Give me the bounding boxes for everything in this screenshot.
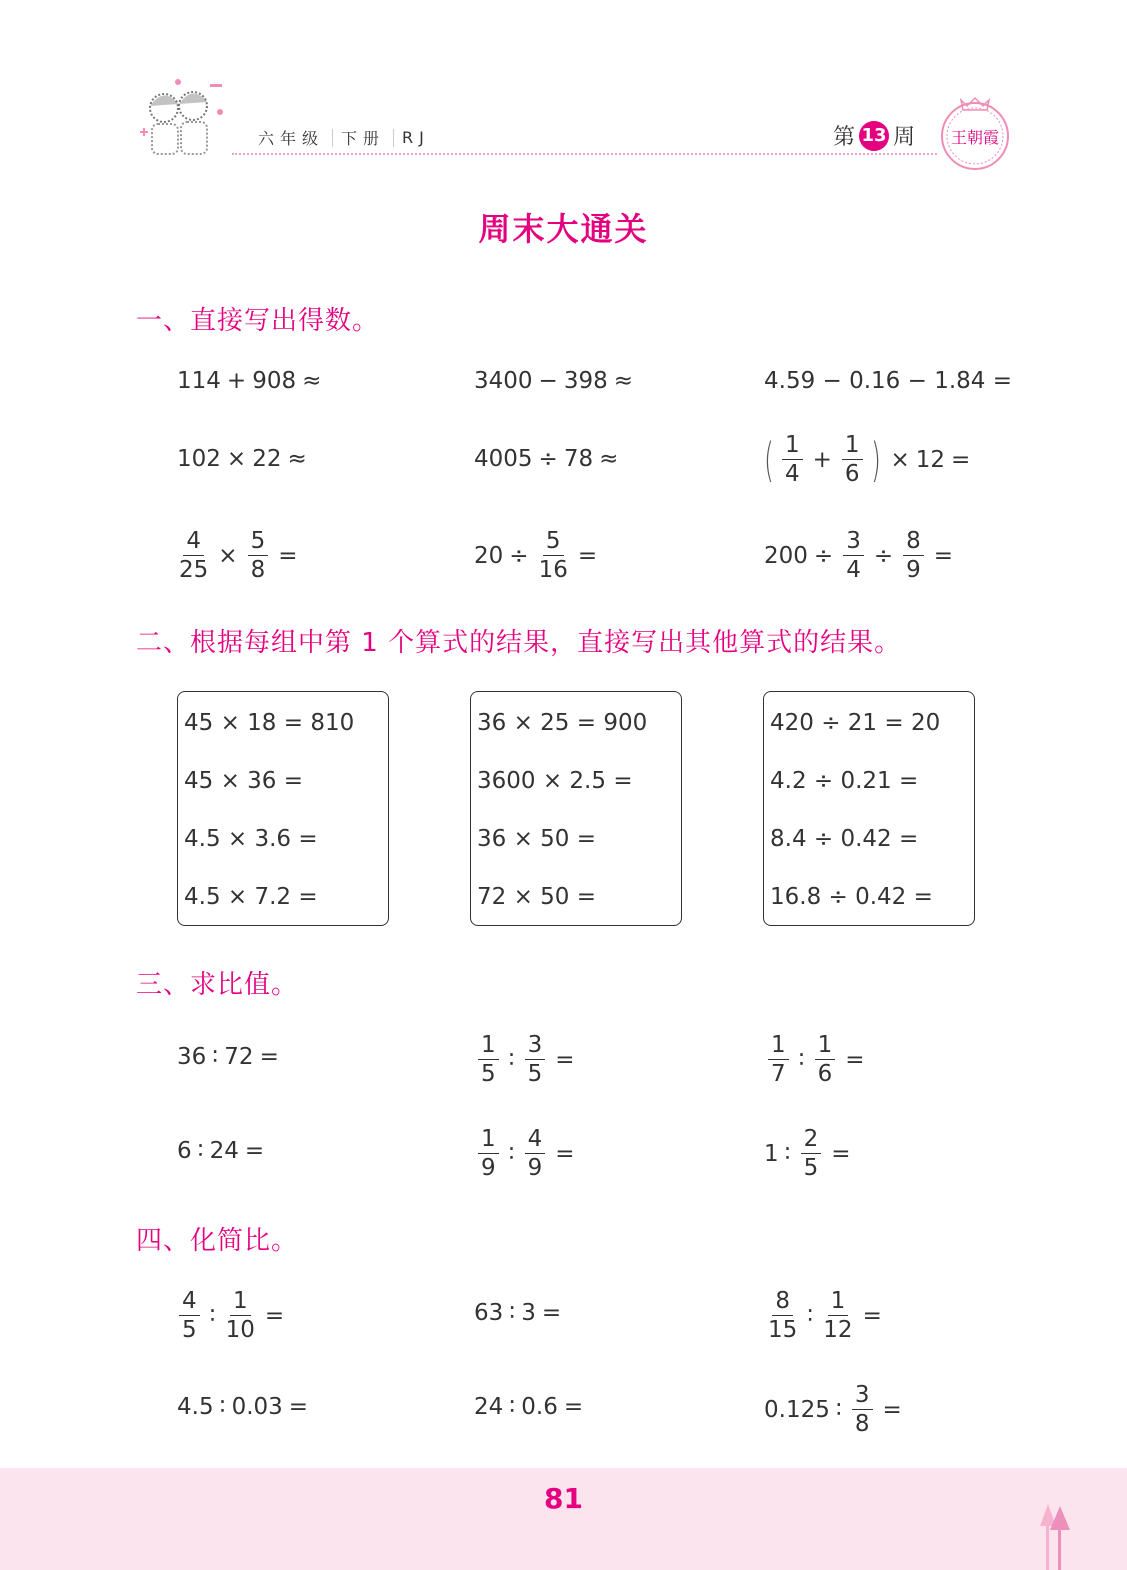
ratio-problem [177,1044,285,1070]
equation-group-box [470,691,682,926]
simplify-problem [764,1290,888,1342]
fraction [179,530,208,582]
ratio-problem [177,1138,270,1164]
up-arrow-icon [1036,1502,1072,1570]
numerator: 1 [478,1128,499,1154]
numerator: 1 [478,1034,499,1060]
ratio-problem [474,1128,581,1180]
operand: 3400 [474,368,533,394]
equals-sign: = [577,543,598,569]
s1-problem [474,530,603,582]
right-paren: ) [870,433,881,487]
operand: 36 [177,1044,207,1070]
operator: + [226,368,247,394]
equation-group-box [763,691,975,926]
denominator: 6 [844,461,860,487]
equals-sign: = [541,1300,562,1326]
equation-line: 45 × 36 = [184,768,304,794]
denominator: 5 [182,1317,197,1343]
page-footer [0,1468,1127,1570]
denominator: 15 [768,1317,798,1343]
fraction [903,530,924,582]
section4-heading: 四、化简比。 [136,1226,299,1256]
equals-sign: = [259,1044,279,1070]
equals-sign: = [951,447,971,473]
operand: 398 [563,368,608,394]
header-dotted-divider [232,153,937,155]
denominator: 10 [225,1317,255,1343]
numerator: 8 [772,1290,793,1316]
fraction [782,434,803,486]
equation-line: 16.8 ÷ 0.42 = [770,884,933,910]
ratio-problem [764,1034,871,1086]
week-suffix: 周 [893,125,916,150]
operand: 24 [209,1138,239,1164]
denominator: 5 [481,1061,496,1087]
numerator: 4 [179,1290,200,1316]
ratio-colon: ∶ [219,1394,226,1420]
numerator: 3 [843,530,864,556]
s1-problem [175,530,303,582]
operand: 3 [521,1300,536,1326]
ratio-problem [474,1034,581,1086]
operator: × [218,543,238,569]
equation-line: 4.2 ÷ 0.21 = [770,768,919,794]
equals-sign: = [563,1394,584,1420]
s1-problem [764,530,959,582]
page-number: 81 [544,1482,583,1515]
operator: ÷ [509,543,529,569]
denominator: 16 [538,557,568,583]
term-label: 下册 [341,129,386,148]
fraction [801,1128,822,1180]
ratio-colon: ∶ [509,1300,516,1326]
denominator: 25 [179,557,209,583]
meta-divider [332,129,333,147]
denominator: 4 [846,557,861,583]
grade-label: 六年级 [258,129,325,148]
equation-group-box [177,691,389,926]
numerator: 1 [842,434,863,460]
fraction [539,530,568,582]
denominator: 12 [823,1317,853,1343]
fraction [248,530,269,582]
approx-sign: ≈ [613,368,634,394]
s1-problem [474,368,639,394]
s1-problem [177,368,327,394]
operand: 72 [224,1044,254,1070]
numerator: 3 [525,1034,546,1060]
equals-sign: = [933,543,954,569]
edition-label: RJ [402,128,430,147]
ratio-colon: ∶ [807,1303,814,1329]
operand: 4.5 [177,1394,214,1420]
week-number-badge: 13 [859,121,889,151]
seal-text: 王朝霞 [950,128,1000,147]
operand: 0.6 [521,1394,558,1420]
author-seal-icon [935,92,1015,172]
equals-sign: = [882,1397,902,1423]
numerator: 1 [782,434,803,460]
numerator: 1 [768,1034,789,1060]
equation-line: 72 × 50 = [477,884,597,910]
fraction [768,1290,797,1342]
denominator: 7 [771,1061,786,1087]
operand: 20 [474,543,504,569]
operand: 102 [177,446,221,472]
equals-sign: = [845,1047,865,1073]
equation-line: 420 ÷ 21 = 20 [770,710,941,736]
numerator: 4 [525,1128,546,1154]
equals-sign: = [862,1303,882,1329]
numerator: 1 [815,1034,836,1060]
equals-sign: = [278,543,298,569]
numerator: 5 [248,530,269,556]
denominator: 4 [784,461,800,487]
approx-sign: ≈ [302,368,322,394]
week-prefix: 第 [833,125,856,150]
s1-problem [764,368,1012,394]
fraction [179,1290,200,1342]
operand: 63 [474,1300,504,1326]
operator: ÷ [813,543,834,569]
operand: 0.03 [231,1394,283,1420]
equation-line: 36 × 25 = 900 [477,710,648,736]
section3-heading: 三、求比值。 [136,970,299,1000]
fraction [843,530,864,582]
equation-line: 36 × 50 = [477,826,597,852]
simplify-problem [764,1384,908,1436]
operand: 78 [563,446,594,472]
ratio-colon: ∶ [798,1047,805,1073]
ratio-colon: ∶ [212,1044,219,1070]
denominator: 9 [527,1155,543,1181]
operator: − [538,368,558,394]
denominator: 9 [481,1155,496,1181]
operand: 6 [177,1138,192,1164]
fraction [226,1290,255,1342]
numerator: 3 [852,1384,873,1410]
fraction [815,1034,836,1086]
section1-heading: 一、直接写出得数。 [136,306,380,336]
operand: 12 [915,447,946,473]
equation-line: 8.4 ÷ 0.42 = [770,826,919,852]
equals-sign: = [244,1138,265,1164]
numerator: 8 [903,530,924,556]
ratio-colon: ∶ [784,1141,791,1167]
equation-line: 4.5 × 3.6 = [184,826,318,852]
equation-line: 45 × 18 = 810 [184,710,355,736]
page-title: 周末大通关 [478,210,649,248]
simplify-problem [175,1290,290,1342]
simplify-problem [474,1300,567,1326]
numerator: 2 [801,1128,822,1154]
numerator: 5 [543,530,564,556]
operand: 908 [252,368,297,394]
fraction [823,1290,852,1342]
equals-sign: = [831,1141,851,1167]
simplify-problem [177,1394,314,1420]
ratio-colon: ∶ [209,1303,216,1329]
ratio-colon: ∶ [835,1397,842,1423]
denominator: 8 [250,557,266,583]
book-meta [258,126,430,149]
numerator: 1 [230,1290,251,1316]
operand: 200 [764,543,808,569]
simplify-problem [474,1394,589,1420]
equation-line: 4.5 × 7.2 = [184,884,318,910]
ratio-colon: ∶ [508,1141,515,1167]
operand: 114 [177,368,221,394]
fraction [852,1384,873,1436]
operand: 0.125 [764,1397,830,1423]
denominator: 8 [854,1411,870,1437]
fraction [478,1128,499,1180]
denominator: 5 [527,1061,543,1087]
operator: + [812,447,832,473]
s1-problem [760,434,976,486]
s1-problem [474,446,624,472]
approx-sign: ≈ [287,446,307,472]
operand: 24 [474,1394,504,1420]
expression-text: 4.59 − 0.16 − 1.84 = [764,368,1013,394]
left-paren: ( [764,433,774,487]
equals-sign: = [555,1047,575,1073]
equals-sign: = [264,1303,285,1329]
fraction [525,1034,546,1086]
numerator: 1 [828,1290,849,1316]
numerator: 4 [183,530,204,556]
week-indicator [833,120,915,151]
denominator: 6 [817,1061,833,1087]
ratio-colon: ∶ [197,1138,204,1164]
fraction [478,1034,499,1086]
operator: ÷ [538,446,558,472]
ratio-problem [764,1128,857,1180]
equals-sign: = [288,1394,309,1420]
approx-sign: ≈ [599,446,619,472]
denominator: 5 [803,1155,819,1181]
fraction [768,1034,789,1086]
operator: × [226,446,247,472]
operand: 4005 [474,446,533,472]
operand: 1 [764,1141,779,1167]
equation-line: 3600 × 2.5 = [477,768,633,794]
operator: × [890,447,910,473]
page-header [0,0,1127,170]
section2-heading: 二、根据每组中第 1 个算式的结果，直接写出其他算式的结果。 [136,628,902,658]
kids-illustration-icon [138,78,238,160]
denominator: 9 [906,557,921,583]
ratio-colon: ∶ [509,1394,516,1420]
operator: ÷ [873,543,894,569]
meta-divider [393,129,394,147]
s1-problem [177,446,313,472]
fraction [525,1128,546,1180]
equals-sign: = [555,1141,575,1167]
ratio-colon: ∶ [508,1047,515,1073]
operand: 22 [252,446,282,472]
fraction [842,434,863,486]
